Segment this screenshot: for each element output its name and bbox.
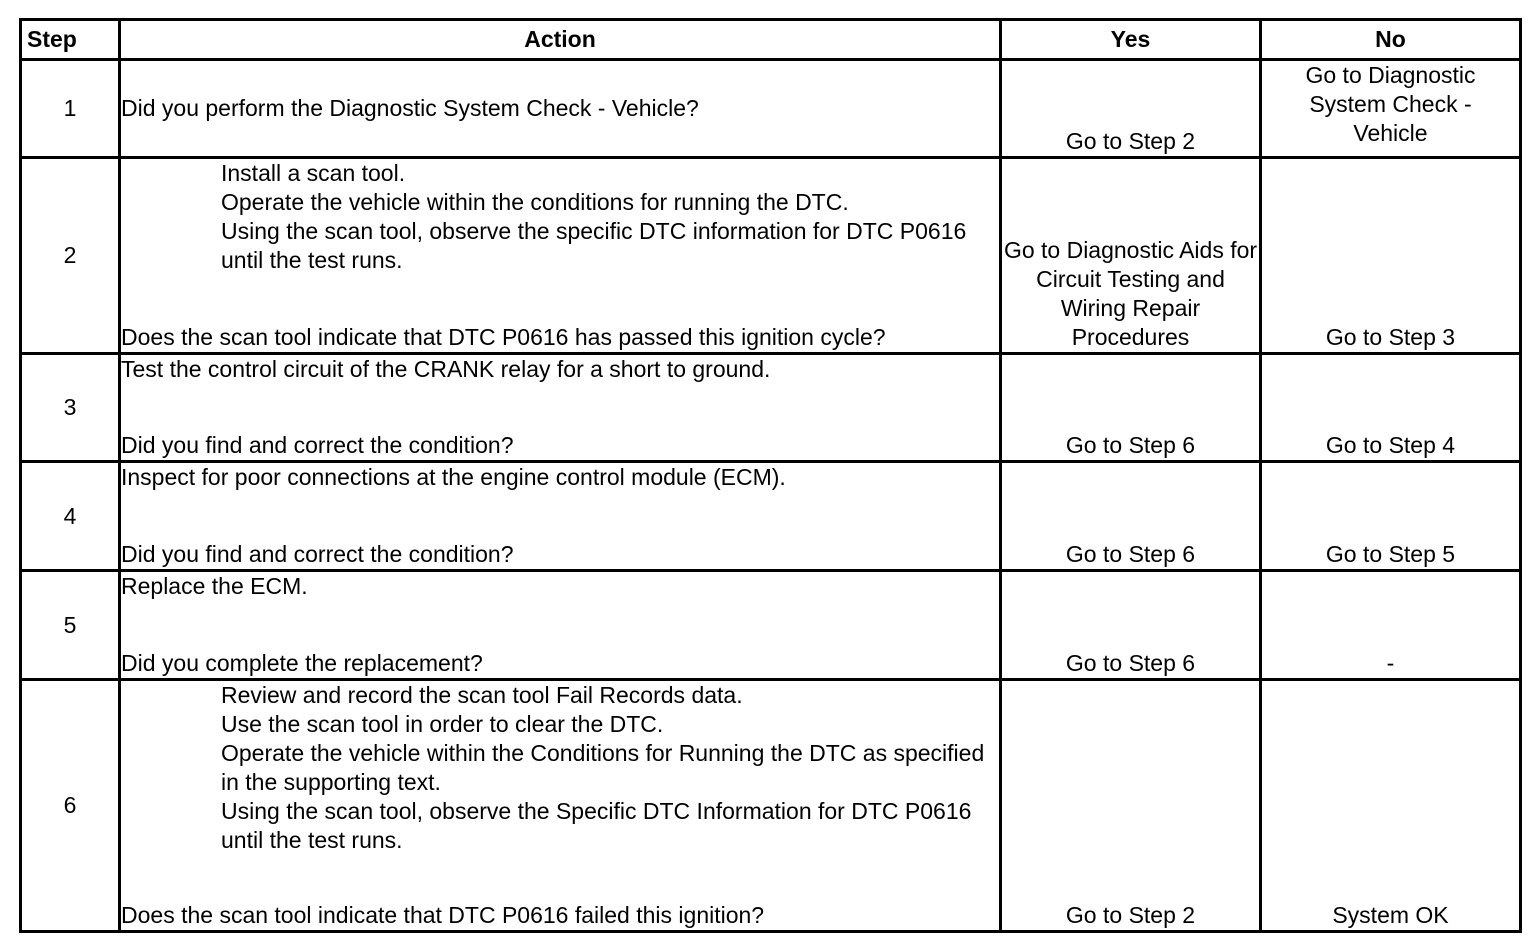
bullet-item: Operate the vehicle within the conditions for running the DTC. xyxy=(221,189,849,215)
no-cell: Go to Step 3 xyxy=(1261,158,1521,354)
action-cell xyxy=(120,571,1001,680)
no-cell: Go to Step 5 xyxy=(1261,462,1521,571)
yes-cell: Go to Step 6 xyxy=(1001,462,1261,571)
header-row xyxy=(21,20,1521,60)
action-question: Did you find and correct the condition? xyxy=(121,432,514,458)
action-question: Does the scan tool indicate that DTC P0616 failed this ignition? xyxy=(121,902,765,928)
table-row xyxy=(21,571,1521,680)
step-number: 3 xyxy=(21,354,120,462)
action-instruction: Inspect for poor connections at the engine control module (ECM). xyxy=(121,464,786,490)
header-step: Step xyxy=(21,20,120,60)
table-row xyxy=(21,60,1521,158)
step-number: 1 xyxy=(21,60,120,158)
step-number: 2 xyxy=(21,158,120,354)
yes-cell: Go to Step 6 xyxy=(1001,571,1261,680)
bullet-item: Install a scan tool. xyxy=(221,160,406,186)
no-cell: System OK xyxy=(1261,680,1521,932)
action-cell xyxy=(120,60,1001,158)
diagnostic-table xyxy=(19,18,1522,933)
action-question: Did you find and correct the condition? xyxy=(121,541,514,567)
action-bullets xyxy=(121,159,999,275)
action-instruction: Test the control circuit of the CRANK relay for a short to ground. xyxy=(121,356,771,382)
header-action: Action xyxy=(120,20,1001,60)
action-cell xyxy=(120,680,1001,932)
no-cell: Go to Step 4 xyxy=(1261,354,1521,462)
action-question: Did you perform the Diagnostic System Check - Vehicle? xyxy=(121,95,699,121)
action-bullets xyxy=(121,681,999,855)
step-number: 5 xyxy=(21,571,120,680)
step-number: 6 xyxy=(21,680,120,932)
table-row xyxy=(21,354,1521,462)
yes-cell: Go to Step 2 xyxy=(1001,680,1261,932)
bullet-item: Use the scan tool in order to clear the DTC. xyxy=(221,711,664,737)
header-no: No xyxy=(1261,20,1521,60)
table-row xyxy=(21,158,1521,354)
no-cell: Go to Diagnostic System Check - Vehicle xyxy=(1261,60,1521,158)
yes-cell: Go to Diagnostic Aids for Circuit Testing and Wiring Repair Procedures xyxy=(1001,158,1261,354)
action-cell xyxy=(120,158,1001,354)
no-cell: - xyxy=(1261,571,1521,680)
action-question: Did you complete the replacement? xyxy=(121,650,483,676)
header-yes: Yes xyxy=(1001,20,1261,60)
yes-cell: Go to Step 2 xyxy=(1001,60,1261,158)
bullet-item: Review and record the scan tool Fail Records data. xyxy=(221,682,743,708)
bullet-item: Using the scan tool, observe the specific DTC information for DTC P0616 until the test runs. xyxy=(221,218,967,273)
action-cell xyxy=(120,354,1001,462)
bullet-item: Using the scan tool, observe the Specific DTC Information for DTC P0616 until the test runs. xyxy=(221,798,972,853)
action-question: Does the scan tool indicate that DTC P0616 has passed this ignition cycle? xyxy=(121,324,886,350)
table-row xyxy=(21,462,1521,571)
action-cell xyxy=(120,462,1001,571)
table-row xyxy=(21,680,1521,932)
step-number: 4 xyxy=(21,462,120,571)
bullet-item: Operate the vehicle within the Conditions for Running the DTC as specified in the supporting text. xyxy=(221,740,985,795)
yes-cell: Go to Step 6 xyxy=(1001,354,1261,462)
action-instruction: Replace the ECM. xyxy=(121,573,308,599)
